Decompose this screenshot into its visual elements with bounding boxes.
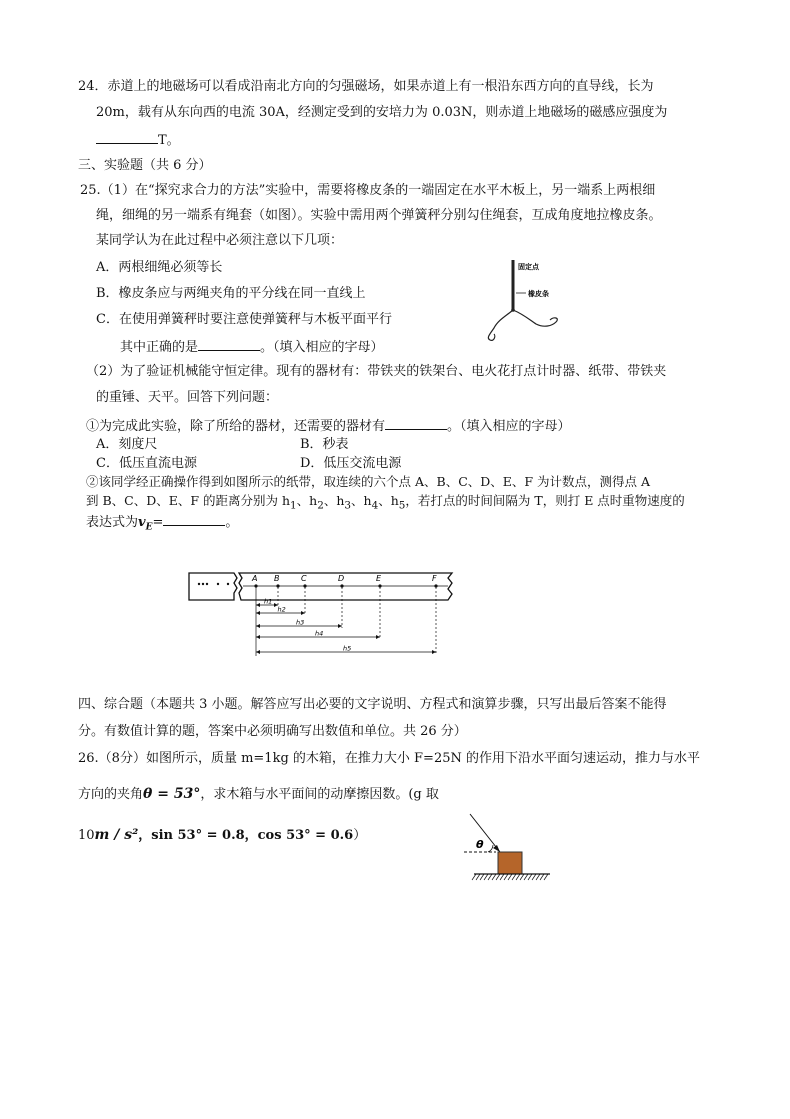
rubber-band-label: 橡皮条 — [528, 290, 549, 298]
answer-blank[interactable] — [198, 337, 260, 351]
h-sub: 5 — [398, 499, 406, 512]
dim-arrow — [301, 611, 305, 615]
q25-p1-answer-prefix: 其中正确的是 — [120, 340, 199, 355]
h-sub: 2 — [317, 499, 324, 512]
q26-line3 — [78, 826, 366, 845]
hatch-line — [484, 874, 488, 880]
dimension-label: h4 — [315, 629, 324, 638]
q25-p1-line3: 某同学认为在此过程中必须注意以下几项： — [96, 233, 344, 248]
trig-values: ，sin 53° = 0.8，cos 53° = 0.6 — [138, 828, 354, 843]
q25-option-b: B．橡皮条应与两绳夹角的平分线在同一直线上 — [96, 286, 366, 301]
q24-line2: 20m，载有从东向西的电流 30A，经测定受到的安培力为 0.03N，则赤道上地磁场的磁感应强度为 — [96, 105, 668, 120]
dimension-label: h1 — [264, 597, 273, 606]
q25-option-a: A．两根细绳必须等长 — [96, 260, 223, 275]
q26-line2 — [78, 785, 439, 804]
angle-arc — [488, 845, 493, 852]
hatch-line — [520, 874, 524, 880]
ground-hatch — [472, 874, 548, 880]
hatch-line — [492, 874, 496, 880]
q25-p1-answer-suffix: 。（填入相应的字母） — [260, 340, 384, 355]
q25-s2-line3 — [86, 512, 238, 537]
h-sub: 4 — [371, 499, 379, 512]
q25-s2-line2: 到 B、C、D、E、F 的距离分别为 $h_1$、$h_2$、$h_3$、$h_4$、$h_5$，若打点的时间间隔为 T，则打 E 点时重物速度的 — [86, 493, 685, 512]
q25-p1-answer-line — [120, 337, 384, 357]
g-unit: m / s² — [94, 827, 139, 843]
dim-arrow — [256, 635, 260, 639]
q24-unit: T。 — [158, 133, 180, 148]
dim-arrow — [256, 611, 260, 615]
q25-s1-option-a: A．刻度尺 — [96, 437, 158, 452]
tape-main-piece — [239, 573, 452, 600]
tape-dot — [227, 583, 229, 585]
rope-right — [513, 310, 557, 326]
dimension-label: h3 — [296, 618, 305, 627]
hatch-line — [532, 874, 536, 880]
tape-point-label: A — [252, 574, 258, 583]
hatch-line — [536, 874, 540, 880]
fixed-point-label: 固定点 — [518, 263, 539, 271]
hatch-line — [496, 874, 500, 880]
theta-value: θ = 53° — [143, 786, 201, 802]
answer-blank[interactable] — [96, 130, 158, 144]
hatch-line — [544, 874, 548, 880]
dim-arrow — [256, 624, 260, 628]
dimension-label: h5 — [343, 644, 352, 653]
q25-s1-prefix: ①为完成此实验，除了所给的器材，还需要的器材有 — [86, 419, 386, 434]
tape-dot — [202, 583, 204, 585]
q26-line3-end: ） — [353, 828, 367, 843]
wooden-box — [498, 852, 522, 874]
tape-point-label: F — [432, 574, 437, 583]
hatch-line — [500, 874, 504, 880]
tape-left-piece — [189, 573, 237, 600]
section-3-title: 三、实验题（共 6 分） — [78, 158, 212, 173]
q25-s2-line1: ②该同学经正确操作得到如图所示的纸带，取连续的六个点 A、B、C、D、E、F 为计数点，测得点 A — [86, 474, 651, 489]
tape-dimensions — [256, 587, 436, 656]
hatch-line — [528, 874, 532, 880]
tape-dot — [217, 583, 219, 585]
q25-s2-line2-a: 到 B、C、D、E、F 的距离分别为 h — [86, 493, 291, 508]
answer-blank[interactable] — [163, 512, 225, 526]
q25-option-c: C．在使用弹簧秤时要注意使弹簧秤与木板平面平行 — [96, 312, 392, 327]
tape-point-label: D — [338, 574, 345, 583]
hatch-line — [476, 874, 480, 880]
hatch-line — [524, 874, 528, 880]
tape-dot — [198, 583, 200, 585]
q25-s1-option-b: B．秒表 — [300, 437, 349, 452]
tape-point-label: C — [301, 574, 307, 583]
dim-arrow — [376, 635, 380, 639]
q25-s1-suffix: 。（填入相应的字母） — [447, 419, 571, 434]
hatch-line — [488, 874, 492, 880]
q24-line1: 24．赤道上的地磁场可以看成沿南北方向的匀强磁场，如果赤道上有一根沿东西方向的直导线，长为 — [78, 79, 654, 94]
section-4-line1: 四、综合题（本题共 3 小题。解答应写出必要的文字说明、方程式和演算步骤，只写出最后答案不能得 — [78, 697, 667, 712]
hatch-line — [504, 874, 508, 880]
dimension-label: h2 — [277, 605, 286, 614]
rubber-band-figure — [478, 258, 578, 350]
q25-p1-line1: 25.（1）在“探究求合力的方法”实验中，需要将橡皮条的一端固定在水平木板上，另一端系上两根细 — [80, 183, 656, 198]
knot — [511, 308, 515, 312]
hatch-line — [540, 874, 544, 880]
paper-tape-figure — [186, 570, 458, 665]
q26-line2-b: ，求木箱与水平面间的动摩擦因数。(g 取 — [200, 787, 439, 802]
v-sub: E — [145, 522, 153, 533]
tape-point-label: E — [376, 574, 382, 583]
hatch-line — [508, 874, 512, 880]
q24-line3 — [96, 130, 180, 150]
hatch-line — [516, 874, 520, 880]
g-value: 10 — [78, 828, 95, 843]
box-push-figure — [460, 810, 555, 885]
arrowhead — [493, 845, 500, 852]
q25-p1-line2: 绳，细绳的另一端系有绳套（如图）。实验中需用两个弹簧秤分别勾住绳套，互成角度地拉橡皮条。 — [96, 208, 662, 223]
q25-s1-option-d: D．低压交流电源 — [300, 456, 402, 471]
dim-arrow — [338, 624, 342, 628]
q26-line2-a: 方向的夹角 — [78, 787, 144, 802]
q25-s2-line3-prefix: 表达式为 — [86, 515, 139, 530]
tape-point-label: B — [274, 574, 280, 583]
answer-blank[interactable] — [385, 416, 447, 430]
q25-s1-option-c: C．低压直流电源 — [96, 456, 197, 471]
q25-s2-line2-b: ，若打点的时间间隔为 T，则打 E 点时重物速度的 — [405, 493, 685, 508]
h-sub: 1 — [290, 499, 297, 512]
q25-s1-line — [86, 416, 571, 436]
dim-arrow — [256, 650, 260, 654]
h-sub: 3 — [344, 499, 352, 512]
hatch-line — [512, 874, 516, 880]
hatch-line — [472, 874, 476, 880]
tape-dot — [206, 583, 208, 585]
theta-label: θ — [476, 838, 484, 851]
tape-points — [251, 574, 438, 588]
q26-line1: 26.（8分）如图所示，质量 m=1kg 的木箱，在推力大小 F=25N 的作用下沿水平面匀速运动，推力与水平 — [78, 751, 700, 766]
q25-p2-line2: 的重锤、天平。回答下列问题： — [96, 390, 279, 405]
dim-arrow — [432, 650, 436, 654]
dim-arrow — [256, 603, 260, 607]
v-symbol: v — [138, 515, 146, 530]
q25-s2-line3-suffix: 。 — [225, 515, 239, 530]
equals: = — [152, 515, 164, 530]
rope-left — [488, 310, 513, 340]
section-4-line2: 分。有数值计算的题，答案中必须明确写出数值和单位。共 26 分） — [78, 724, 467, 739]
hatch-line — [480, 874, 484, 880]
q25-p2-line1: （2）为了验证机械能守恒定律。现有的器材有：带铁夹的铁架台、电火花打点计时器、纸带、带铁夹 — [86, 364, 667, 379]
